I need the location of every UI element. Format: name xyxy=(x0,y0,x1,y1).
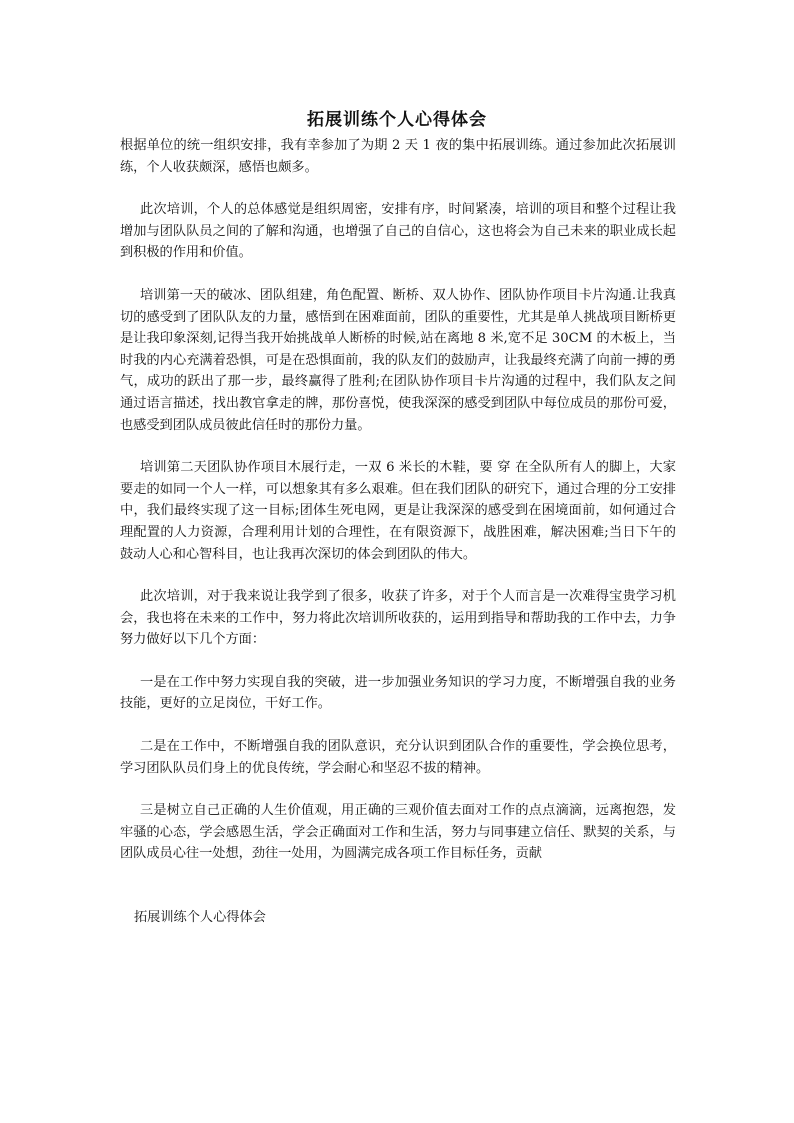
footer-title: 拓展训练个人心得体会 xyxy=(134,910,266,925)
paragraph-summary: 此次培训，对于我来说让我学到了很多，收获了许多，对于个人而言是一次难得宝贵学习机会，我也将在未来的工作中，努力将此次培训所收获的，运用到指导和帮助我的工作中去，力争努力做好以下几个方面： xyxy=(120,589,676,648)
document-title: 拓展训练个人心得体会 xyxy=(307,110,487,130)
paragraph-point-one: 一是在工作中努力实现自我的突破，进一步加强业务知识的学习力度，不断增强自我的业务技能，更好的立足岗位，干好工作。 xyxy=(120,674,676,712)
paragraph-day-one: 培训第一天的破冰、团队组建，角色配置、断桥、双人协作、团队协作项目卡片沟通.让我真切的感受到了团队队友的力量，感悟到在困难面前，团队的重要性，尤其是单人挑战项目断桥更是让我印象深刻,记得当我开始挑战单人断桥的时候,站在离地 8 米,宽不足 30CM 的木板上，当时我的内心充满着恐惧，可是在恐惧面前，我的队友们的鼓励声，让我最终充满了向前一搏的勇气，成功的跃出了那一步，最终赢得了胜利;在团队协作项目卡片沟通的过程中，我们队友之间通过语言描述，找出教官拿走的牌，那份喜悦，使我深深的感受到团队中每位成员的那份可爱，也感受到团队成员彼此信任时的那份力量。 xyxy=(120,287,676,433)
document-body xyxy=(120,135,676,886)
paragraph-day-two: 培训第二天团队协作项目木展行走，一双 6 米长的木鞋，要 穿 在全队所有人的脚上，大家要走的如同一个人一样，可以想象其有多么艰难。但在我们团队的研究下，通过合理的分工安排中，我们最终实现了这一目标;团体生死电网，更是让我深深的感受到在困境面前，如何通过合理配置的人力资源，合理利用计划的合理性，在有限资源下，战胜困难，解决困难;当日下午的鼓动人心和心智科目，也让我再次深切的体会到团队的伟大。 xyxy=(120,460,676,562)
paragraph-intro: 根据单位的统一组织安排，我有幸参加了为期 2 天 1 夜的集中拓展训练。通过参加此次拓展训练，个人收获颇深，感悟也颇多。 xyxy=(120,138,676,175)
paragraph-point-three: 三是树立自己正确的人生价值观，用正确的三观价值去面对工作的点点滴滴，远离抱怨，发牢骚的心态，学会感恩生活，学会正确面对工作和生活，努力与同事建立信任、默契的关系，与团队成员心往一处想，劲往一处用，为圆满完成各项工作目标任务，贡献 xyxy=(120,803,676,862)
paragraph-overall-feeling: 此次培训，个人的总体感觉是组织周密，安排有序，时间紧凑，培训的项目和整个过程让我增加与团队队员之间的了解和沟通，也增强了自己的自信心，这也将会为自己未来的职业成长起到积极的作用和价值。 xyxy=(120,202,676,261)
paragraph-point-two: 二是在工作中，不断增强自我的团队意识，充分认识到团队合作的重要性，学会换位思考，学习团队队员们身上的优良传统，学会耐心和坚忍不拔的精神。 xyxy=(120,739,676,776)
